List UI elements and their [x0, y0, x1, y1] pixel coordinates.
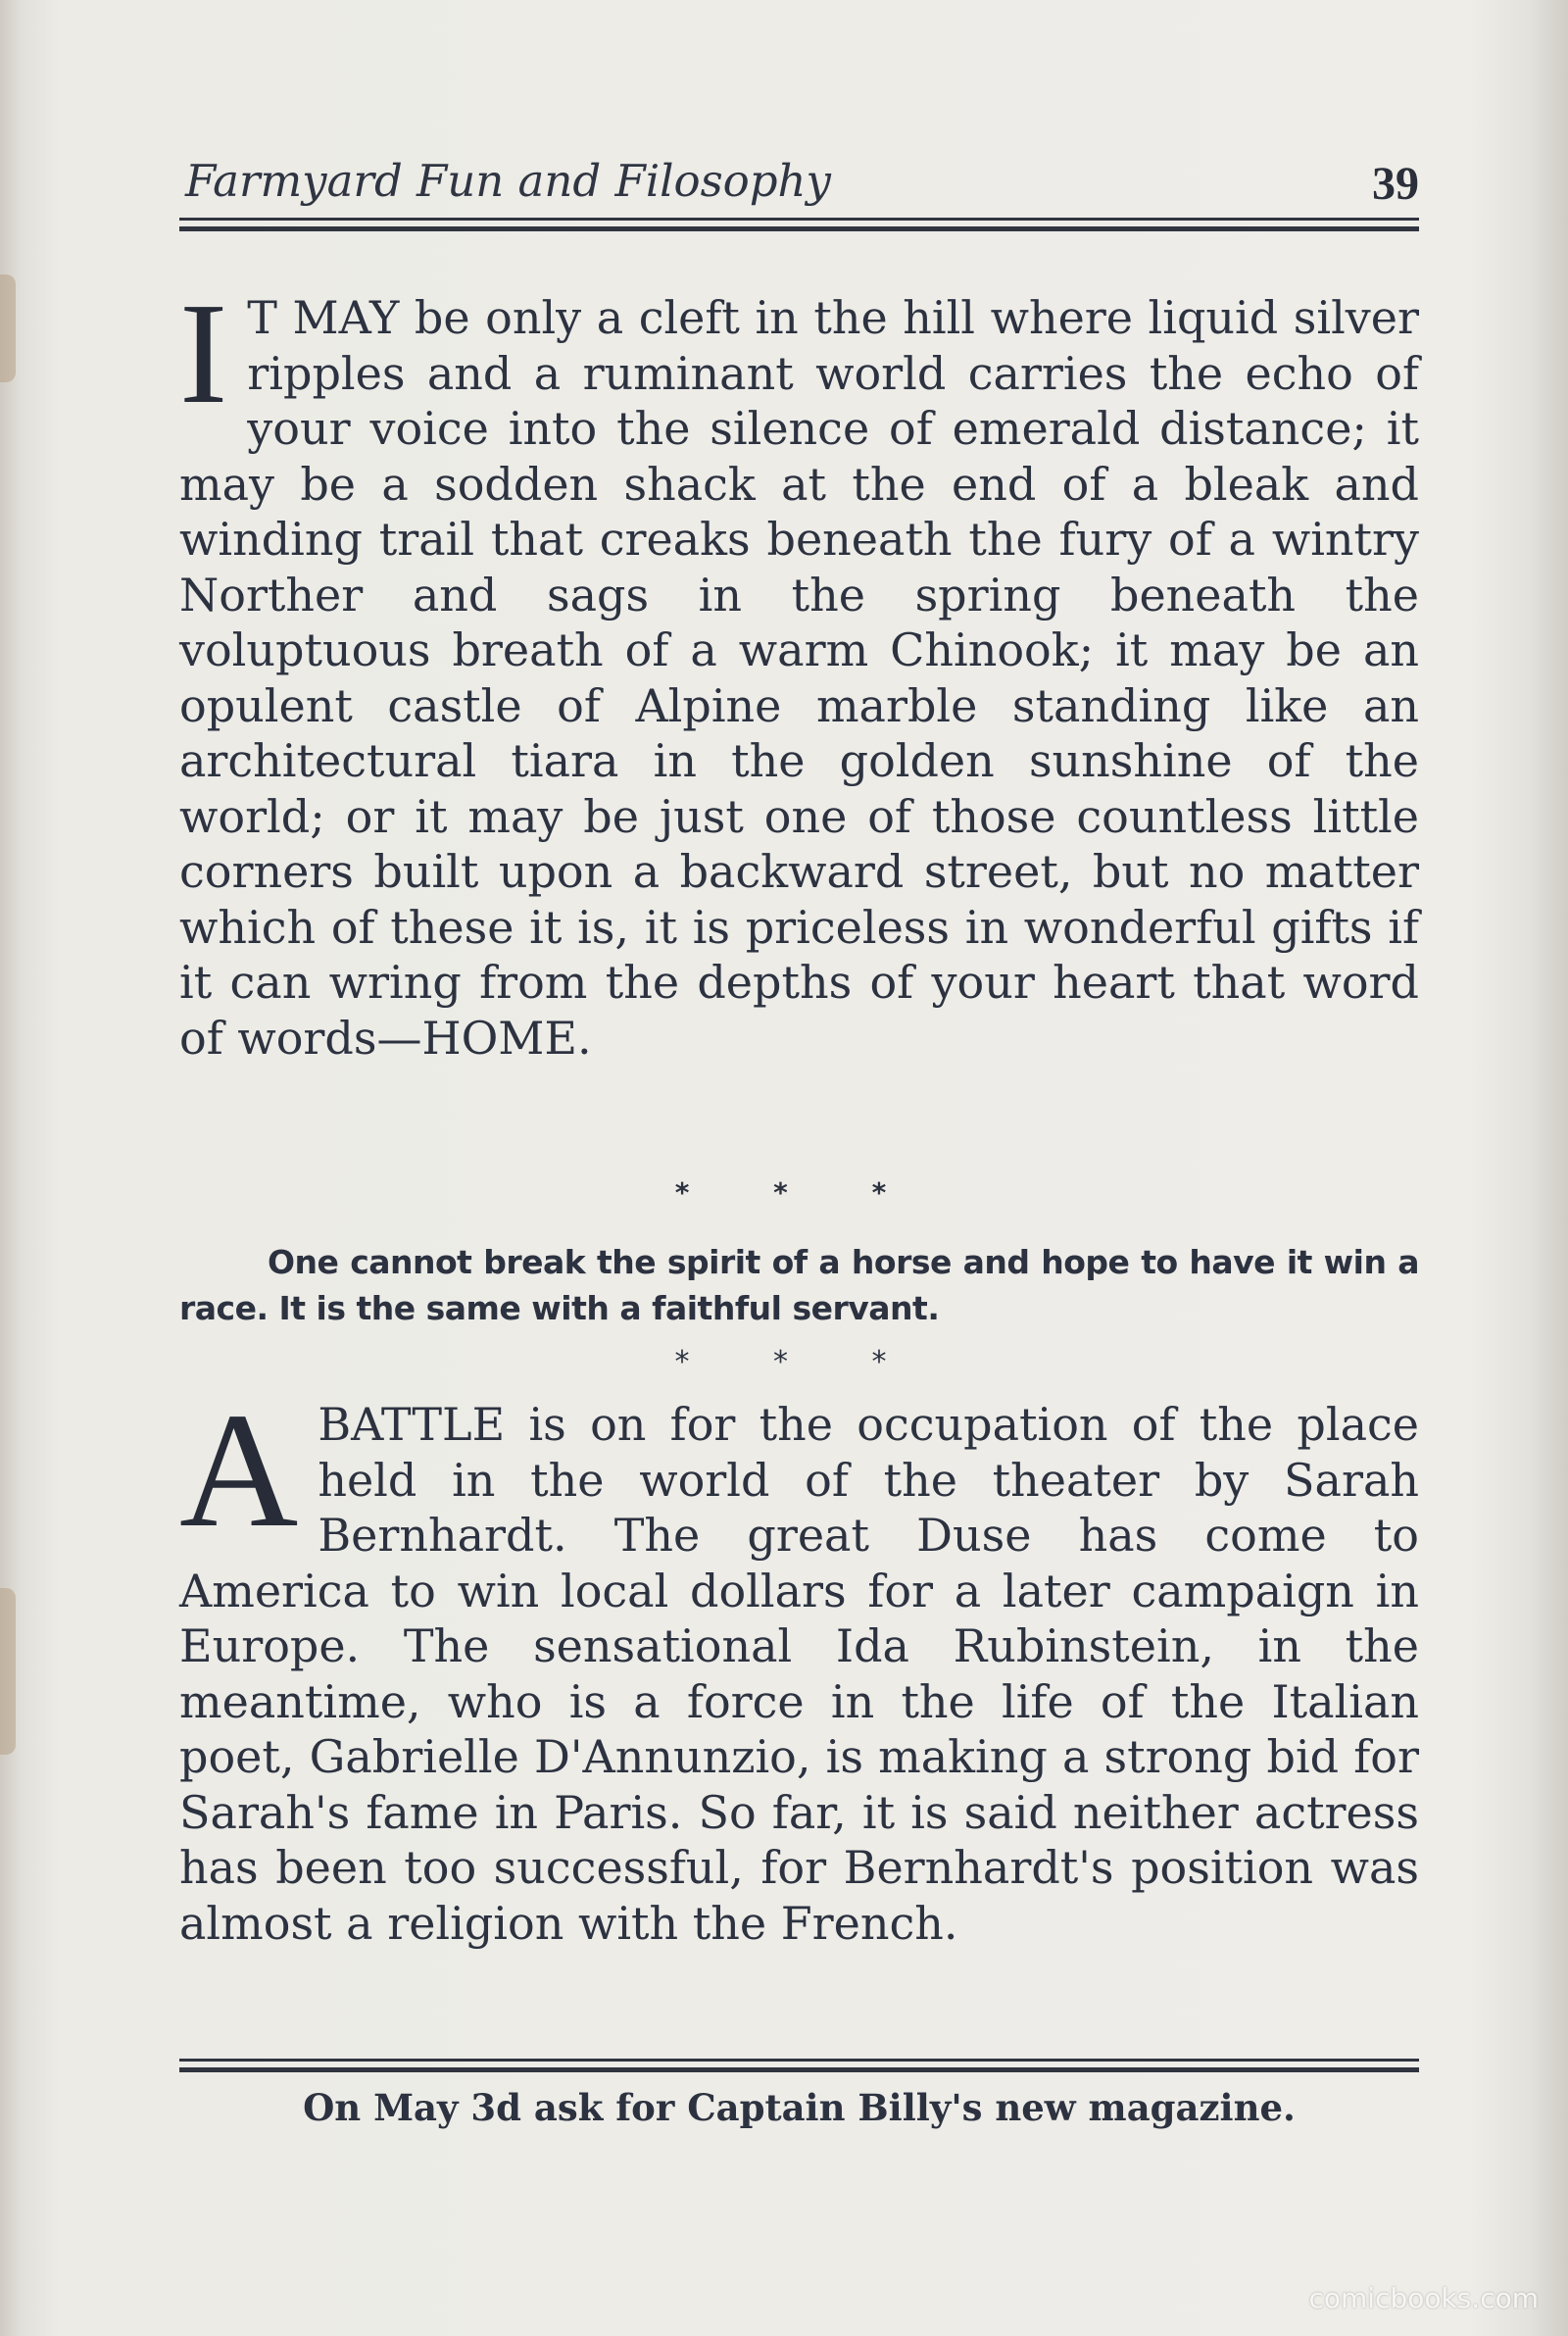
page-stain	[0, 274, 16, 382]
section-separator: * * *	[674, 1176, 924, 1209]
drop-cap: I	[179, 273, 228, 434]
theater-paragraph-text: BATTLE is on for the occupation of the place held in the world of the theater by Sarah Bernhardt. The great Duse has come to America to win local dollars for a later campaign in Europe. The sensational Ida Rubinstein, in the meantime, who is a force in the life of the Italian poet, Gabrielle D'Annunzio, is making a strong bid for Sarah's fame in Paris. So far, it is said neither actress has been too successful, for Bernhardt's position was almost a religion with the French.	[179, 1398, 1419, 1950]
page-header	[179, 147, 1419, 216]
footer-note: On May 3d ask for Captain Billy's new magazine.	[303, 2086, 1296, 2129]
theater-paragraph	[179, 1379, 1419, 1951]
section-separator: * * *	[674, 1345, 924, 1379]
drop-cap: A	[179, 1379, 299, 1562]
watermark: comicbooks.com	[1308, 2282, 1539, 2314]
running-title: Farmyard Fun and Filosophy	[185, 155, 831, 207]
home-paragraph-text: T MAY be only a cleft in the hill where liquid silver ripples and a ruminant world carries the echo of your voice into the silence of emerald distance; it may be a sodden shack at the end of a bleak and winding trail that creaks beneath the fury of a wintry Norther and sags in the spring beneath the voluptuous breath of a warm Chinook; it may be an opulent castle of Alpine marble standing like an architectural tiara in the golden sunshine of the world; or it may be just one of those countless little corners built upon a backward street, but no matter which of these it is, it is priceless in wonderful gifts if it can wring from the depths of your heart that word of words—HOME.	[179, 291, 1419, 1065]
page-stain	[0, 1588, 16, 1755]
footer-rule	[179, 2059, 1419, 2072]
header-rule	[179, 218, 1419, 231]
home-paragraph	[179, 273, 1419, 1066]
page-number: 39	[1372, 158, 1419, 210]
aphorism: One cannot break the spirit of a horse and hope to have it win a race. It is the same with a faithful servant.	[179, 1243, 1419, 1327]
